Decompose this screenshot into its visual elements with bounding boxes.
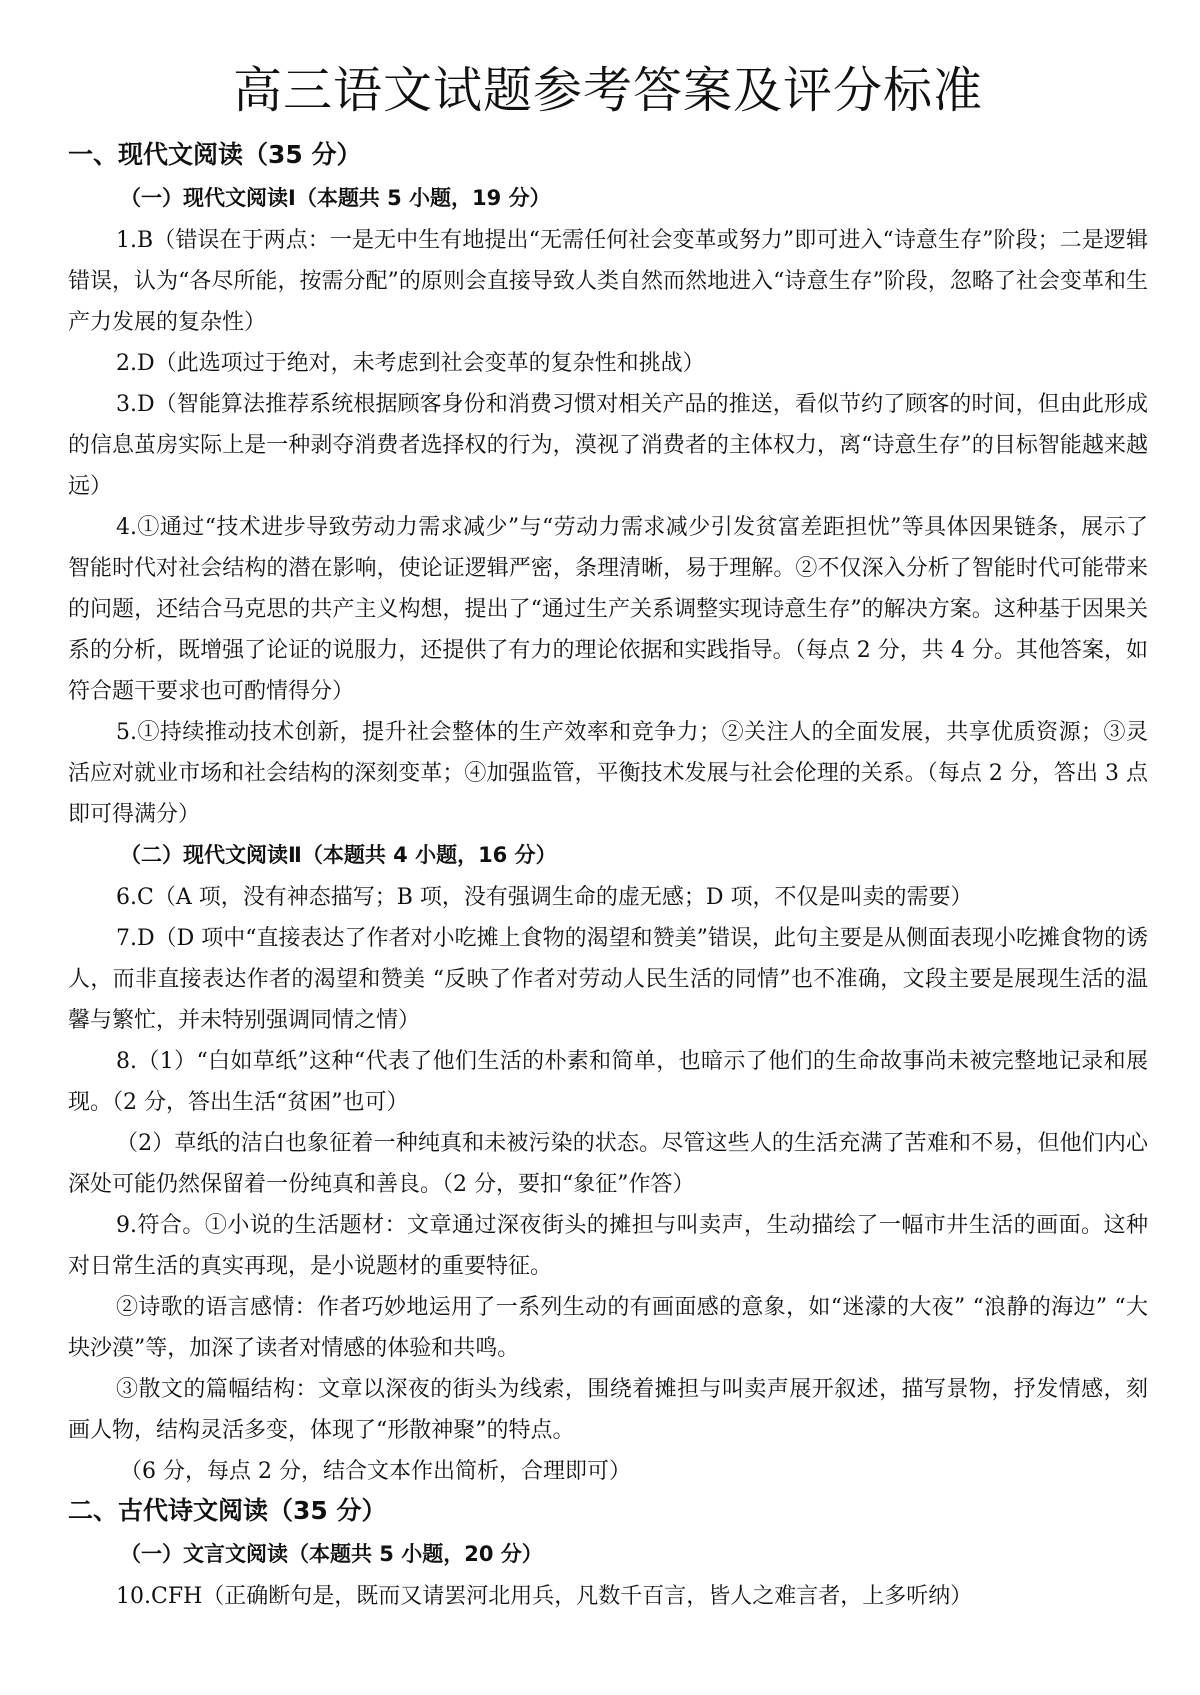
answer-q2: 2.D（此选项过于绝对，未考虑到社会变革的复杂性和挑战） bbox=[116, 351, 705, 376]
answer-q8-part1: 8.（1）“白如草纸”这种“代表了他们生活的朴素和简单，也暗示了他们的生命故事尚未被完整地记录和展现。（2 分，答出生活“贫困”也可） bbox=[68, 1049, 1148, 1115]
answer-q6: 6.C（A 项，没有神态描写；B 项，没有强调生命的虚无感；D 项，不仅是叫卖的需要） bbox=[116, 885, 973, 910]
section-heading-modern-reading: 一、现代文阅读（35 分） bbox=[68, 140, 362, 169]
answer-q4: 4.①通过“技术进步导致劳动力需求减少”与“劳动力需求减少引发贫富差距担忧”等具体因果链条，展示了智能时代对社会结构的潜在影响，使论证逻辑严密，条理清晰，易于理解。②不仅深入分析了智能时代可能带来的问题，还结合马克思的共产主义构想，提出了“通过生产关系调整实现诗意生存”的解决方案。这种基于因果关系的分析，既增强了论证的说服力，还提供了有力的理论依据和实践指导。（每点 2 分，共 4 分。其他答案，如符合题干要求也可酌情得分） bbox=[68, 515, 1148, 704]
answer-q9-scoring-note: （6 分，每点 2 分，结合文本作出简析，合理即可） bbox=[120, 1459, 631, 1484]
answer-q5: 5.①持续推动技术创新，提升社会整体的生产效率和竞争力；②关注人的全面发展，共享优质资源；③灵活应对就业市场和社会结构的深刻变革；④加强监管，平衡技术发展与社会伦理的关系。（每点 2 分，答出 3 点即可得满分） bbox=[68, 720, 1148, 827]
subsection-heading-modern-reading-1: （一）现代文阅读Ⅰ（本题共 5 小题，19 分） bbox=[120, 186, 551, 210]
answer-q1: 1.B（错误在于两点：一是无中生有地提出“无需任何社会变革或努力”即可进入“诗意生存”阶段；二是逻辑错误，认为“各尽所能，按需分配”的原则会直接导致人类自然而然地进入“诗意生存”阶段，忽略了社会变革和生产力发展的复杂性） bbox=[68, 228, 1148, 335]
answer-q3: 3.D（智能算法推荐系统根据顾客身份和消费习惯对相关产品的推送，看似节约了顾客的时间，但由此形成的信息茧房实际上是一种剥夺消费者选择权的行为，漠视了消费者的主体权力，离“诗意生存”的目标智能越来越远） bbox=[68, 392, 1148, 499]
answer-q8-part2: （2）草纸的洁白也象征着一种纯真和未被污染的状态。尽管这些人的生活充满了苦难和不易，但他们内心深处可能仍然保留着一份纯真和善良。（2 分，要扣“象征”作答） bbox=[68, 1131, 1148, 1197]
answer-q9-part3: ③散文的篇幅结构：文章以深夜的街头为线索，围绕着摊担与叫卖声展开叙述，描写景物，抒发情感，刻画人物，结构灵活多变，体现了“形散神聚”的特点。 bbox=[68, 1377, 1148, 1443]
subsection-heading-modern-reading-2: （二）现代文阅读Ⅱ（本题共 4 小题，16 分） bbox=[120, 843, 557, 867]
answer-q10: 10.CFH（正确断句是，既而又请罢河北用兵，凡数千百言，皆人之难言者，上多听纳） bbox=[116, 1584, 973, 1609]
page-title: 高三语文试题参考答案及评分标准 bbox=[232, 62, 983, 119]
section-heading-classical-reading: 二、古代诗文阅读（35 分） bbox=[68, 1496, 387, 1525]
answer-q7: 7.D（D 项中“直接表达了作者对小吃摊上食物的渴望和赞美”错误，此句主要是从侧面表现小吃摊食物的诱人，而非直接表达作者的渴望和赞美 “反映了作者对劳动人民生活的同情”也不准确，文段主要是展现生活的温馨与繁忙，并未特别强调同情之情） bbox=[68, 926, 1148, 1033]
answer-q9-part2: ②诗歌的语言感情：作者巧妙地运用了一系列生动的有画面感的意象，如“迷濛的大夜” “浪静的海边” “大块沙漠”等，加深了读者对情感的体验和共鸣。 bbox=[68, 1295, 1148, 1361]
subsection-heading-classical-prose: （一）文言文阅读（本题共 5 小题，20 分） bbox=[120, 1542, 543, 1566]
answer-q9-part1: 9.符合。①小说的生活题材：文章通过深夜街头的摊担与叫卖声，生动描绘了一幅市井生活的画面。这种对日常生活的真实再现，是小说题材的重要特征。 bbox=[68, 1213, 1148, 1279]
